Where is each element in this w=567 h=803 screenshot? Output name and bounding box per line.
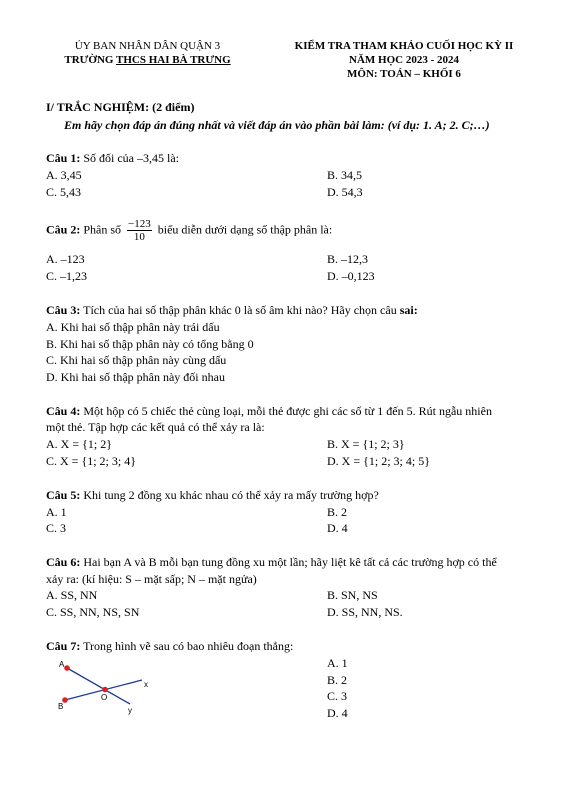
option-3b: B. Khi hai số thập phân này có tổng bằng 0 (46, 337, 254, 351)
option-6a: A. SS, NN (46, 588, 98, 602)
question-text: Khi tung 2 đồng xu khác nhau có thể xảy ra mấy trường hợp? (83, 488, 379, 502)
question-6-line2: xảy ra: (kí hiệu: S – mặt sấp; N – mặt ngửa) (46, 572, 257, 586)
question-text-line1: Hai bạn A và B mỗi bạn tung đồng xu một lần; hãy liệt kê tất cả các trường hợp có thể (83, 555, 497, 569)
option-3c: C. Khi hai số thập phân này cùng dấu (46, 353, 227, 367)
fraction-numerator: −123 (128, 218, 151, 230)
option-7c: C. 3 (327, 689, 348, 703)
question-label: Câu 6: (46, 555, 81, 569)
section-instruction: Em hãy chọn đáp án đúng nhất và viết đáp án vào phần bài làm: (ví dụ: 1. A; 2. C;…) (64, 118, 490, 132)
option-7b: B. 2 (327, 673, 348, 687)
option-1b: B. 34,5 (327, 168, 363, 182)
option-7d: D. 4 (327, 706, 348, 720)
question-7 (46, 638, 293, 654)
question-text-after: biểu diễn dưới dạng số thập phân là: (157, 222, 333, 237)
question-text: Tích của hai số thập phân khác 0 là số âm khi nào? Hãy chọn câu (83, 303, 397, 317)
option-4a: A. X = {1; 2} (46, 437, 112, 451)
option-5d: D. 4 (327, 521, 348, 535)
district-name: ỦY BAN NHÂN DÂN QUẬN 3 (74, 40, 221, 52)
fraction (127, 218, 152, 243)
question-text-before: Phân số (83, 222, 122, 237)
option-4d: D. X = {1; 2; 3; 4; 5} (327, 454, 430, 468)
option-1d: D. 54,3 (327, 185, 363, 199)
school-header (45, 39, 250, 67)
option-4c: C. X = {1; 2; 3; 4} (46, 454, 136, 468)
option-6c: C. SS, NN, NS, SN (46, 605, 140, 619)
option-3d: D. Khi hai số thập phân này đối nhau (46, 370, 225, 384)
question-label: Câu 2: (46, 222, 81, 237)
option-1a: A. 3,45 (46, 168, 82, 182)
label-o: O (101, 693, 108, 702)
question-2 (46, 218, 332, 243)
point-a (64, 665, 70, 671)
option-4b: B. X = {1; 2; 3} (327, 437, 405, 451)
question-label: Câu 7: (46, 639, 81, 653)
label-x: x (144, 680, 148, 689)
question-label: Câu 1: (46, 151, 81, 165)
school-name: TRƯỜNG THCS HAI BÀ TRƯNG (64, 54, 231, 66)
option-5b: B. 2 (327, 505, 348, 519)
label-b: B (58, 702, 64, 711)
question-label: Câu 5: (46, 488, 81, 502)
option-5c: C. 3 (46, 521, 67, 535)
option-2c: C. –1,23 (46, 269, 88, 283)
exam-header (282, 39, 526, 81)
option-5a: A. 1 (46, 505, 67, 519)
option-7a: A. 1 (327, 656, 348, 670)
question-label: Câu 4: (46, 404, 81, 418)
subject-grade: MÔN: TOÁN – KHỐI 6 (347, 68, 461, 80)
question-5 (46, 487, 379, 503)
question-3 (46, 302, 418, 318)
point-o (102, 687, 108, 693)
label-y: y (128, 706, 132, 715)
option-2b: B. –12,3 (327, 252, 369, 266)
option-1c: C. 5,43 (46, 185, 82, 199)
label-a: A (59, 660, 65, 669)
question-emphasis: sai: (399, 303, 418, 317)
question-text: Số đối của –3,45 là: (83, 151, 179, 165)
question-4-line2: một thẻ. Tập hợp các kết quả có thể xảy ra là: (46, 420, 265, 434)
question-1 (46, 150, 179, 166)
fraction-denominator: 10 (133, 231, 145, 243)
question-4 (46, 403, 492, 419)
option-2a: A. –123 (46, 252, 85, 266)
school-year: NĂM HỌC 2023 - 2024 (349, 54, 459, 66)
option-6b: B. SN, NS (327, 588, 378, 602)
option-2d: D. –0,123 (327, 269, 375, 283)
geometry-figure (50, 655, 160, 715)
question-label: Câu 3: (46, 303, 81, 317)
section-title: I/ TRẮC NGHIỆM: (2 điểm) (46, 100, 195, 114)
question-text-line1: Một hộp có 5 chiếc thẻ cùng loại, mỗi thẻ được ghi các số từ 1 đến 5. Rút ngẫu nhiên (83, 404, 492, 418)
question-text: Trong hình vẽ sau có bao nhiêu đoạn thẳng: (83, 639, 294, 653)
option-6d: D. SS, NN, NS. (327, 605, 403, 619)
option-3a: A. Khi hai số thập phân này trái dấu (46, 320, 220, 334)
exam-title: KIỂM TRA THAM KHẢO CUỐI HỌC KỲ II (294, 40, 514, 52)
question-6 (46, 554, 497, 570)
